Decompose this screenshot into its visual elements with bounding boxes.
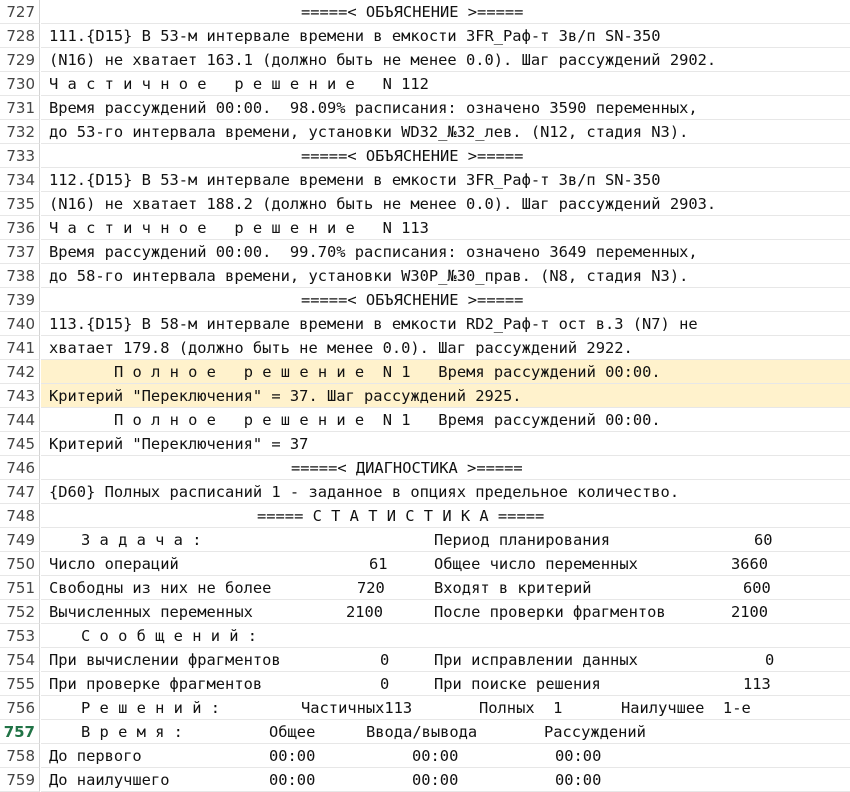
cell[interactable] (41, 96, 850, 120)
cell[interactable] (41, 72, 850, 96)
cell-text: =====< ОБЪЯСНЕНИЕ >===== (301, 3, 524, 21)
row-number[interactable]: 734 (0, 168, 40, 192)
sheet-row[interactable] (0, 216, 850, 240)
cell-text: При вычислении фрагментов (49, 651, 281, 669)
cell-text: Ч а с т и ч н о е р е ш е н и е N 113 (49, 219, 429, 237)
sheet-row[interactable] (0, 408, 850, 432)
cell-text: 00:00 (269, 771, 316, 789)
cell-text: 111.{D15} В 53-м интервале времени в емкости 3FR_Раф-т 3в/п SN-350 (49, 27, 661, 45)
cell-text: Входят в критерий (434, 579, 592, 597)
row-number[interactable]: 737 (0, 240, 40, 264)
sheet-row[interactable] (0, 696, 850, 720)
cell[interactable] (41, 600, 850, 624)
cell-text: Общее число переменных (434, 555, 638, 573)
cell[interactable] (41, 24, 850, 48)
sheet-row[interactable] (0, 24, 850, 48)
cell-text: ===== С Т А Т И С Т И К А ===== (257, 507, 545, 525)
row-number[interactable]: 745 (0, 432, 40, 456)
sheet-row[interactable] (0, 576, 850, 600)
cell-text: Полных 1 (479, 699, 563, 717)
cell-text: 00:00 (555, 771, 602, 789)
cell-text: Вычисленных переменных (49, 603, 253, 621)
row-number[interactable]: 746 (0, 456, 40, 480)
cell[interactable] (41, 312, 850, 336)
cell[interactable] (41, 168, 850, 192)
row-number[interactable]: 751 (0, 576, 40, 600)
cell-text: При поиске решения (434, 675, 601, 693)
cell-text: 112.{D15} В 53-м интервале времени в емкости 3FR_Раф-т 3в/п SN-350 (49, 171, 661, 189)
cell[interactable] (41, 504, 850, 528)
cell-text: 60 (754, 531, 773, 549)
cell-text: 00:00 (555, 747, 602, 765)
cell-text: До первого (49, 747, 142, 765)
cell-text: С о о б щ е н и й : (81, 627, 258, 645)
row-number[interactable]: 730 (0, 72, 40, 96)
row-number[interactable]: 755 (0, 672, 40, 696)
row-number[interactable]: 749 (0, 528, 40, 552)
cell-text: В р е м я : (81, 723, 183, 741)
cell-text: 113.{D15} В 58-м интервале времени в емкости RD2_Раф-т ост в.3 (N7) не (49, 315, 698, 333)
sheet-row[interactable] (0, 384, 850, 408)
cell-text: 600 (743, 579, 771, 597)
cell-text: {D60} Полных расписаний 1 - заданное в опциях предельное количество. (49, 483, 680, 501)
cell-text: 3660 (731, 555, 769, 573)
cell-text: (N16) не хватает 163.1 (должно быть не менее 0.0). Шаг рассуждений 2902. (49, 51, 717, 69)
cell-text: Частичных113 (301, 699, 413, 717)
cell[interactable] (41, 696, 850, 720)
cell-text: 720 (357, 579, 385, 597)
row-number[interactable]: 748 (0, 504, 40, 528)
row-number[interactable]: 744 (0, 408, 40, 432)
cell[interactable] (41, 192, 850, 216)
sheet-row[interactable] (0, 744, 850, 768)
row-number[interactable]: 728 (0, 24, 40, 48)
cell[interactable] (41, 552, 850, 576)
cell-text: =====< ОБЪЯСНЕНИЕ >===== (301, 147, 524, 165)
row-number[interactable]: 750 (0, 552, 40, 576)
sheet-row[interactable] (0, 48, 850, 72)
cell-text: до 58-го интервала времени, установки W30P_№30_прав. (N8, стадия N3). (49, 267, 689, 285)
cell-text: до 53-го интервала времени, установки WD32_№32_лев. (N12, стадия N3). (49, 123, 689, 141)
cell[interactable] (41, 456, 850, 480)
cell[interactable] (41, 120, 850, 144)
row-number[interactable]: 756 (0, 696, 40, 720)
row-number[interactable]: 740 (0, 312, 40, 336)
sheet-row[interactable] (0, 72, 850, 96)
cell-text: При исправлении данных (434, 651, 638, 669)
sheet-row[interactable] (0, 456, 850, 480)
sheet-row[interactable] (0, 96, 850, 120)
sheet-row[interactable] (0, 312, 850, 336)
cell[interactable] (41, 408, 850, 432)
cell-text: З а д а ч а : (81, 531, 202, 549)
cell-text: хватает 179.8 (должно быть не менее 0.0). Шаг рассуждений 2922. (49, 339, 633, 357)
cell-text: Общее (269, 723, 316, 741)
cell-text: Время рассуждений 00:00. 98.09% расписания: означено 3590 переменных, (49, 99, 698, 117)
cell[interactable] (41, 336, 850, 360)
cell-text: 113 (743, 675, 771, 693)
cell[interactable] (41, 768, 850, 792)
sheet-row[interactable] (0, 192, 850, 216)
cell-text: П о л н о е р е ш е н и е N 1 Время рассуждений 00:00. (114, 363, 661, 381)
sheet-row[interactable] (0, 432, 850, 456)
cell[interactable] (41, 288, 850, 312)
row-number[interactable]: 741 (0, 336, 40, 360)
cell-text: Критерий "Переключения" = 37 (49, 435, 309, 453)
sheet-row[interactable] (0, 648, 850, 672)
row-number[interactable]: 759 (0, 768, 40, 792)
cell[interactable] (41, 648, 850, 672)
row-number[interactable]: 732 (0, 120, 40, 144)
sheet-row[interactable] (0, 600, 850, 624)
cell-text: 0 (380, 651, 390, 669)
cell-text: 2100 (346, 603, 384, 621)
cell-text: Рассуждений (544, 723, 646, 741)
row-number[interactable]: 742 (0, 360, 40, 384)
cell[interactable] (41, 48, 850, 72)
row-number[interactable]: 727 (0, 0, 40, 24)
cell-text: Число операций (49, 555, 179, 573)
cell[interactable] (41, 672, 850, 696)
sheet-row[interactable] (0, 288, 850, 312)
cell[interactable] (41, 360, 850, 384)
row-number[interactable]: 753 (0, 624, 40, 648)
cell[interactable] (41, 432, 850, 456)
cell[interactable] (41, 216, 850, 240)
sheet-row[interactable] (0, 360, 850, 384)
sheet-row[interactable] (0, 240, 850, 264)
sheet-row[interactable] (0, 672, 850, 696)
sheet-row[interactable] (0, 528, 850, 552)
cell[interactable] (41, 384, 850, 408)
cell-text: До наилучшего (49, 771, 170, 789)
sheet-row[interactable] (0, 168, 850, 192)
row-number[interactable]: 747 (0, 480, 40, 504)
sheet-row[interactable] (0, 264, 850, 288)
cell-text: 0 (380, 675, 390, 693)
cell-text: Критерий "Переключения" = 37. Шаг рассуждений 2925. (49, 387, 522, 405)
row-number[interactable]: 743 (0, 384, 40, 408)
cell[interactable] (41, 744, 850, 768)
cell-text: При проверке фрагментов (49, 675, 263, 693)
cell-text: 00:00 (412, 747, 459, 765)
cell-text: =====< ДИАГНОСТИКА >===== (291, 459, 523, 477)
row-number[interactable]: 739 (0, 288, 40, 312)
cell-text: 2100 (731, 603, 769, 621)
cell-text: П о л н о е р е ш е н и е N 1 Время рассуждений 00:00. (114, 411, 661, 429)
row-number[interactable]: 735 (0, 192, 40, 216)
cell-text: 00:00 (269, 747, 316, 765)
sheet-row[interactable] (0, 480, 850, 504)
sheet-row[interactable] (0, 0, 850, 24)
row-number[interactable]: 729 (0, 48, 40, 72)
cell-text: Р е ш е н и й : (81, 699, 220, 717)
cell[interactable] (41, 0, 850, 24)
cell[interactable] (41, 240, 850, 264)
cell-text: Ч а с т и ч н о е р е ш е н и е N 112 (49, 75, 429, 93)
sheet-row[interactable] (0, 336, 850, 360)
cell[interactable] (41, 480, 850, 504)
cell-text: =====< ОБЪЯСНЕНИЕ >===== (301, 291, 524, 309)
sheet-row[interactable] (0, 144, 850, 168)
row-number[interactable]: 738 (0, 264, 40, 288)
sheet-row[interactable] (0, 552, 850, 576)
row-number[interactable]: 731 (0, 96, 40, 120)
cell-text: 61 (369, 555, 388, 573)
cell-text: Свободны из них не более (49, 579, 272, 597)
cell-text: 0 (765, 651, 775, 669)
sheet-row[interactable] (0, 720, 850, 744)
row-number[interactable]: 736 (0, 216, 40, 240)
row-number[interactable]: 754 (0, 648, 40, 672)
cell[interactable] (41, 528, 850, 552)
sheet-row[interactable] (0, 624, 850, 648)
row-number[interactable]: 757 (0, 720, 40, 744)
cell-text: После проверки фрагментов (434, 603, 666, 621)
sheet-row[interactable] (0, 504, 850, 528)
cell-text: Период планирования (434, 531, 611, 549)
cell[interactable] (41, 144, 850, 168)
cell-text: Наилучшее 1-е (621, 699, 751, 717)
cell[interactable] (41, 624, 850, 648)
cell[interactable] (41, 576, 850, 600)
cell-text: 00:00 (412, 771, 459, 789)
cell-text: Ввода/вывода (366, 723, 478, 741)
cell-text: (N16) не хватает 188.2 (должно быть не менее 0.0). Шаг рассуждений 2903. (49, 195, 717, 213)
cell[interactable] (41, 720, 850, 744)
cell[interactable] (41, 264, 850, 288)
row-number[interactable]: 733 (0, 144, 40, 168)
sheet-row[interactable] (0, 120, 850, 144)
cell-text: Время рассуждений 00:00. 99.70% расписания: означено 3649 переменных, (49, 243, 698, 261)
row-number[interactable]: 758 (0, 744, 40, 768)
row-number[interactable]: 752 (0, 600, 40, 624)
sheet-row[interactable] (0, 768, 850, 792)
